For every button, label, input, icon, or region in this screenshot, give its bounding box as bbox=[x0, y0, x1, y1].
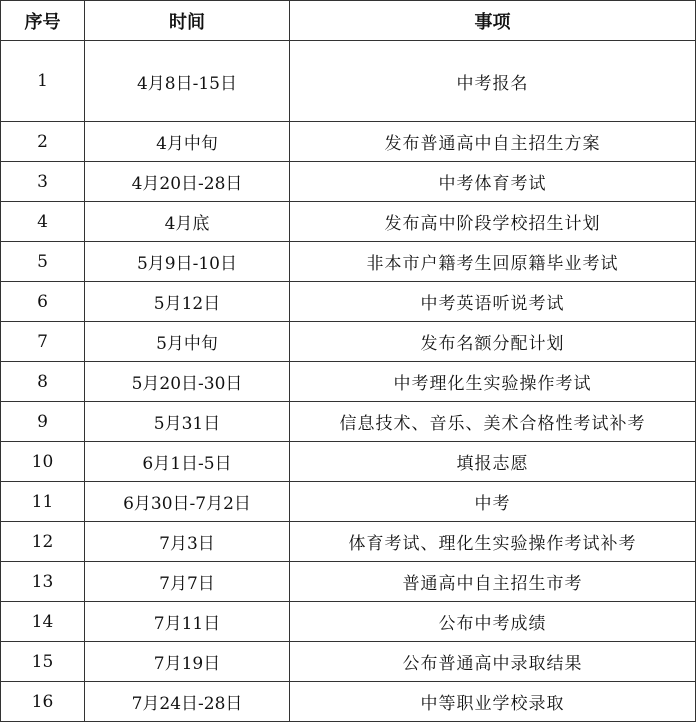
row-serial-number: 5 bbox=[1, 242, 85, 282]
row-serial-number: 3 bbox=[1, 162, 85, 202]
row-item: 中考英语听说考试 bbox=[290, 282, 696, 322]
row-time: 5月31日 bbox=[85, 402, 290, 442]
row-time: 7月11日 bbox=[85, 602, 290, 642]
table-row bbox=[1, 322, 696, 362]
row-serial-number: 16 bbox=[1, 682, 85, 722]
row-time: 4月20日-28日 bbox=[85, 162, 290, 202]
row-serial-number: 1 bbox=[1, 41, 85, 122]
table-row bbox=[1, 562, 696, 602]
row-item: 非本市户籍考生回原籍毕业考试 bbox=[290, 242, 696, 282]
table-row bbox=[1, 482, 696, 522]
row-serial-number: 12 bbox=[1, 522, 85, 562]
header-item: 事项 bbox=[290, 1, 696, 41]
row-time: 7月19日 bbox=[85, 642, 290, 682]
table-row bbox=[1, 602, 696, 642]
row-time: 5月12日 bbox=[85, 282, 290, 322]
row-time: 5月9日-10日 bbox=[85, 242, 290, 282]
row-item: 发布高中阶段学校招生计划 bbox=[290, 202, 696, 242]
row-item: 中考体育考试 bbox=[290, 162, 696, 202]
row-time: 5月20日-30日 bbox=[85, 362, 290, 402]
row-serial-number: 11 bbox=[1, 482, 85, 522]
row-item: 普通高中自主招生市考 bbox=[290, 562, 696, 602]
table-row bbox=[1, 642, 696, 682]
row-time: 6月30日-7月2日 bbox=[85, 482, 290, 522]
row-item: 填报志愿 bbox=[290, 442, 696, 482]
row-time: 5月中旬 bbox=[85, 322, 290, 362]
row-serial-number: 10 bbox=[1, 442, 85, 482]
row-time: 6月1日-5日 bbox=[85, 442, 290, 482]
row-time: 7月7日 bbox=[85, 562, 290, 602]
row-item: 发布名额分配计划 bbox=[290, 322, 696, 362]
table-row bbox=[1, 402, 696, 442]
row-serial-number: 7 bbox=[1, 322, 85, 362]
row-serial-number: 15 bbox=[1, 642, 85, 682]
row-serial-number: 2 bbox=[1, 122, 85, 162]
table-row bbox=[1, 442, 696, 482]
row-time: 7月3日 bbox=[85, 522, 290, 562]
row-serial-number: 14 bbox=[1, 602, 85, 642]
row-serial-number: 9 bbox=[1, 402, 85, 442]
row-serial-number: 4 bbox=[1, 202, 85, 242]
table-row bbox=[1, 242, 696, 282]
row-item: 发布普通高中自主招生方案 bbox=[290, 122, 696, 162]
row-item: 体育考试、理化生实验操作考试补考 bbox=[290, 522, 696, 562]
row-item: 公布普通高中录取结果 bbox=[290, 642, 696, 682]
table-row bbox=[1, 41, 696, 122]
table-row bbox=[1, 522, 696, 562]
header-time: 时间 bbox=[85, 1, 290, 41]
row-serial-number: 8 bbox=[1, 362, 85, 402]
row-time: 7月24日-28日 bbox=[85, 682, 290, 722]
row-serial-number: 6 bbox=[1, 282, 85, 322]
row-item: 中考报名 bbox=[290, 41, 696, 122]
table-row bbox=[1, 362, 696, 402]
table-row bbox=[1, 682, 696, 722]
row-item: 中考 bbox=[290, 482, 696, 522]
header-row bbox=[1, 1, 696, 41]
row-item: 中等职业学校录取 bbox=[290, 682, 696, 722]
row-time: 4月底 bbox=[85, 202, 290, 242]
row-item: 信息技术、音乐、美术合格性考试补考 bbox=[290, 402, 696, 442]
row-item: 中考理化生实验操作考试 bbox=[290, 362, 696, 402]
row-time: 4月8日-15日 bbox=[85, 41, 290, 122]
row-time: 4月中旬 bbox=[85, 122, 290, 162]
row-serial-number: 13 bbox=[1, 562, 85, 602]
header-serial-number: 序号 bbox=[1, 1, 85, 41]
table-row bbox=[1, 202, 696, 242]
row-item: 公布中考成绩 bbox=[290, 602, 696, 642]
table-row bbox=[1, 162, 696, 202]
table-row bbox=[1, 282, 696, 322]
table-row bbox=[1, 122, 696, 162]
